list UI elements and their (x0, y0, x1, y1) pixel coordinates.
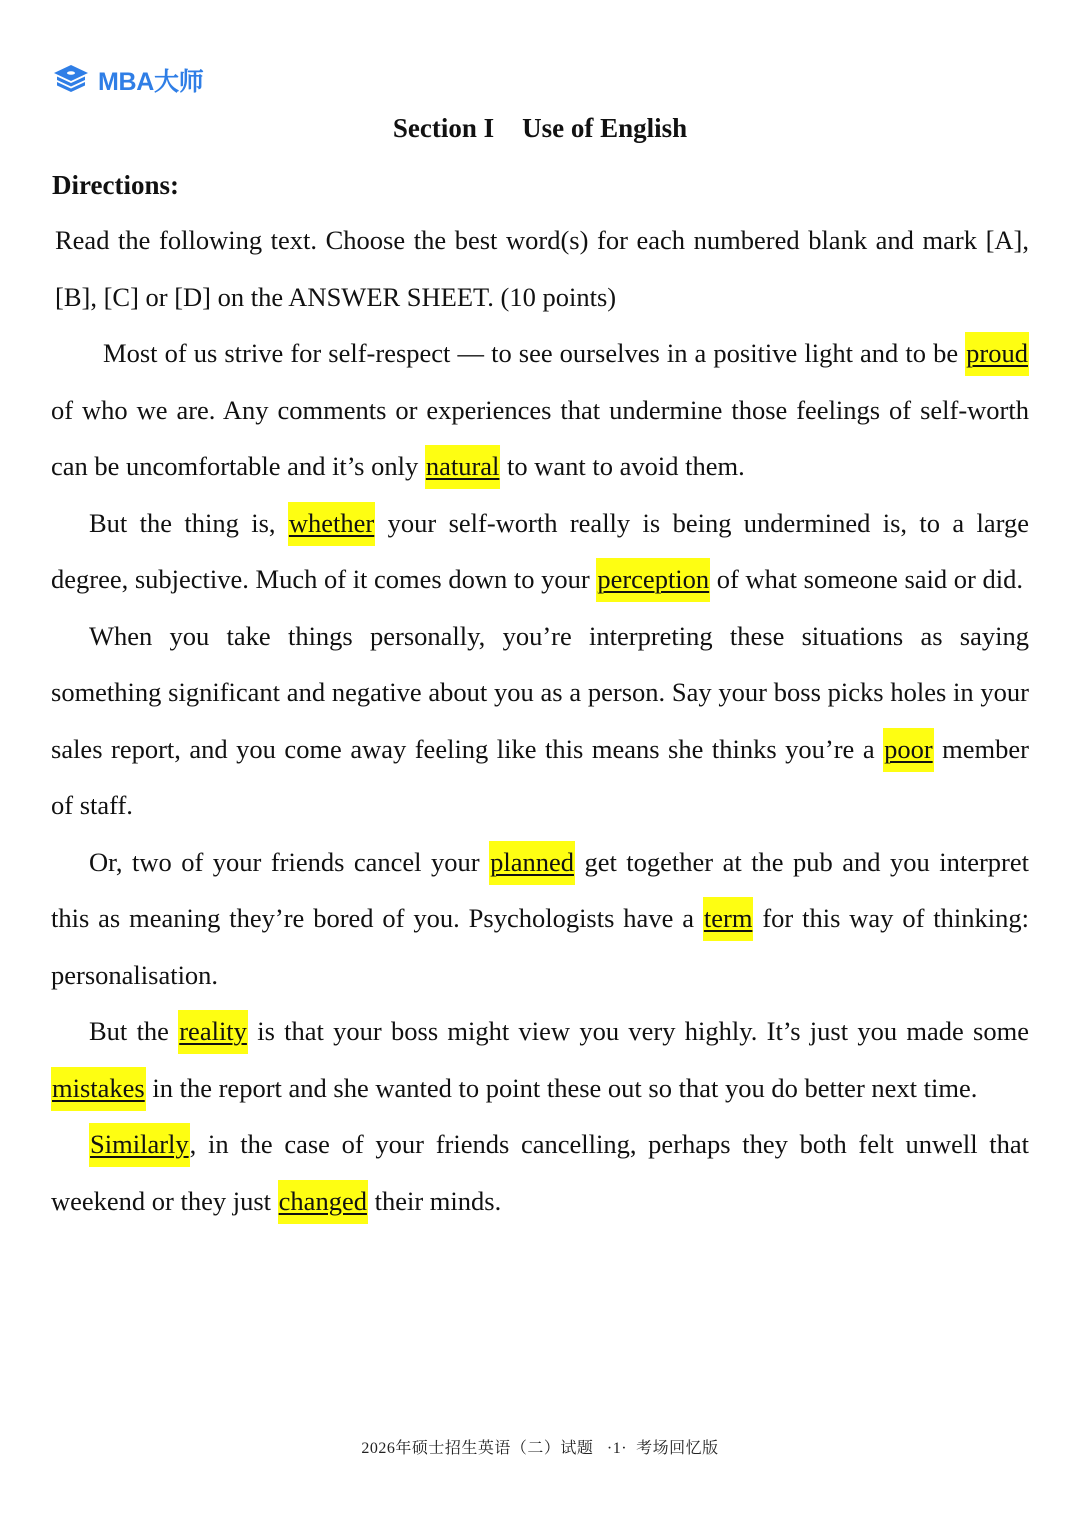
directions-heading: Directions: (52, 170, 179, 200)
passage-text: of who we are. Any comments or experiences that undermine those feelings of self-worth can be uncomfortable and it’s only (51, 394, 1029, 481)
passage-text: But the (89, 1016, 179, 1046)
highlighted-answer-word: planned (489, 841, 575, 885)
brand-logo (52, 62, 203, 98)
passage-text: But the thing is, (89, 507, 288, 538)
passage-text: in the report and she wanted to point these out so that you do better next time. (145, 1072, 978, 1103)
passage-text: to want to avoid them. (500, 451, 745, 481)
directions-text: Read the following text. Choose the best word(s) for each numbered blank and mark [A], [B], [C] or [D] on the ANSWER SHEET. (10 points) (55, 225, 1029, 312)
section-label: Section I (392, 113, 495, 143)
passage-text: , in the case of your friends cancelling, perhaps they both felt unwell that weekend or they just (51, 1129, 1029, 1216)
highlighted-answer-word: poor (883, 728, 934, 772)
graduation-cap-icon (52, 63, 90, 97)
passage-text: member of staff. (51, 733, 1029, 820)
highlighted-answer-word: reality (178, 1010, 248, 1054)
passage-paragraph (51, 325, 1029, 495)
passage-paragraph (51, 1116, 1029, 1229)
passage-text: for this way of thinking: personalisation. (51, 903, 1029, 990)
section-name: Use of English (522, 113, 688, 143)
passage-paragraphs (51, 325, 1029, 1229)
passage-text: their minds. (367, 1185, 502, 1216)
highlighted-answer-word: whether (288, 502, 375, 546)
section-title (0, 108, 1080, 148)
passage-paragraph (51, 495, 1029, 608)
passage-text: get together at the pub and you interpret this as meaning they’re bored of you. Psychologists have a (51, 846, 1029, 933)
passage (51, 212, 1029, 1229)
highlighted-answer-word: changed (278, 1180, 368, 1224)
passage-text: your self-worth really is being undermined is, to a large degree, subjective. Much of it comes down to your (51, 507, 1029, 594)
footer-page-number: ·1· (606, 1440, 628, 1457)
passage-text: of what someone said or did. (710, 564, 1023, 594)
footer-edition: 考场回忆版 (636, 1440, 719, 1457)
passage-paragraph (51, 1003, 1029, 1116)
logo-text: MBA大师 (98, 68, 204, 96)
passage-paragraph (51, 834, 1029, 1004)
highlighted-answer-word: Similarly (89, 1123, 190, 1167)
highlighted-answer-word: perception (596, 558, 710, 602)
highlighted-answer-word: mistakes (51, 1067, 146, 1111)
footer-exam-title: 2026年硕士招生英语（二）试题 (361, 1440, 594, 1457)
highlighted-answer-word: proud (965, 332, 1029, 376)
passage-paragraph (51, 608, 1029, 834)
passage-text: Most of us strive for self-respect — to see ourselves in a positive light and to be (103, 338, 966, 368)
passage-text: Or, two of your friends cancel your (89, 846, 490, 877)
page-footer (0, 1435, 1080, 1458)
passage-text: is that your boss might view you very highly. It’s just you made some (247, 1016, 1029, 1046)
passage-text: When you take things personally, you’re interpreting these situations as saying something significant and negative about you as a person. Say your boss picks holes in your sales report, and you come away feeling like this means she thinks you’re a (51, 620, 1029, 764)
highlighted-answer-word: natural (425, 445, 501, 489)
highlighted-answer-word: term (703, 897, 754, 941)
